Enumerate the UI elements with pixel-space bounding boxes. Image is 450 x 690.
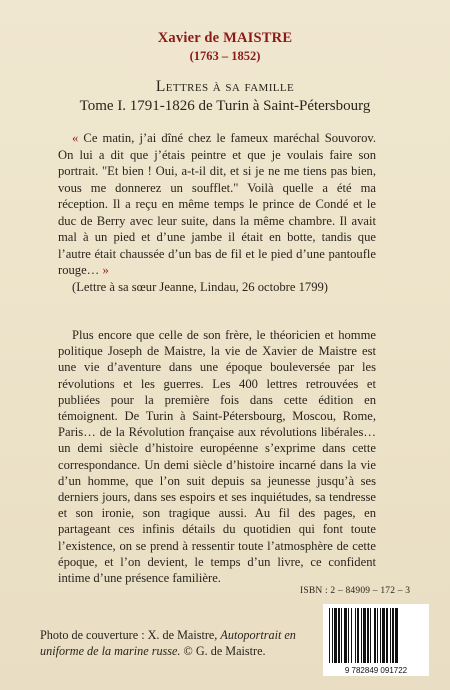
quote-open-mark: « xyxy=(72,131,79,145)
quote-block xyxy=(58,130,376,295)
credit-artwork-title: Autoportrait en uniforme de la marine russe. xyxy=(40,628,296,658)
description-text: Plus encore que celle de son frère, le théoricien et homme politique Joseph de Maistre, la vie de Xavier de Maistre est une vie d’aventure dans une époque bouleversée par les révolutions et les guerres. Les 400 lettres retrouvées et publiées pour la première fois dans cette édition en témoignent. De Turin à Saint-Pétersbourg, Moscou, Rome, Paris… de la Révolution française aux révolutions libérales… un demi siècle d’histoire européenne s’exprime dans cette correspondance. Un demi siècle d’histoire incarné dans la vie d’un homme, que l’on suit depuis sa jeunesse jusqu’à ses derniers jours, dans ses espoirs et ses inquiétudes, sa tendresse et son ironie, son tragique aussi. Au fil des pages, en partageant ces infinis détails du quotidien qui font toute l’existence, on se prend à ressentir toute l’atmosphère de cette époque, et l’on devient, le temps d’un livre, ce confident intime d’une présence familière. xyxy=(58,328,376,586)
author-name: Xavier de MAISTRE xyxy=(157,30,293,46)
author-dates: (1763 – 1852) xyxy=(189,49,261,63)
book-subtitle: Tome I. 1791-1826 de Turin à Saint-Pétersbourg xyxy=(79,98,371,114)
barcode-graphic xyxy=(323,604,429,676)
book-title: Lettres à sa famille xyxy=(155,78,295,95)
credit-copyright: © G. de Maistre. xyxy=(183,644,266,658)
cover-photo-credit xyxy=(40,627,300,659)
header xyxy=(0,30,450,115)
credit-prefix: Photo de couverture : X. de Maistre, xyxy=(40,628,218,642)
quote-close-mark: » xyxy=(102,263,109,277)
quote-text: Ce matin, j’ai dîné chez le fameux maréchal Souvorov. On lui a dit que j’étais peintre et que je voulais faire son portrait. "Et bien ! Oui, a-t-il dit, et si je ne me tiens pas bien, vous me donnerez un soufflet." Voilà quelle a été ma réception. Il a reçu en même temps le prince de Condé et le duc de Berry avec leur suite, dans la même chambre. Il avait mal à un pied et d’une jambe il était en botte, tandis que l’autre était chaussée d’un bas de fil et le pied d’une pantoufle rouge… xyxy=(58,131,376,277)
quote-reference: (Lettre à sa sœur Jeanne, Lindau, 26 octobre 1799) xyxy=(72,279,328,294)
barcode-digits: 9 782849 091722 xyxy=(344,666,408,675)
quote-paragraph xyxy=(58,130,376,279)
isbn: ISBN : 2 – 84909 – 172 – 3 xyxy=(300,586,411,596)
barcode xyxy=(323,604,429,676)
